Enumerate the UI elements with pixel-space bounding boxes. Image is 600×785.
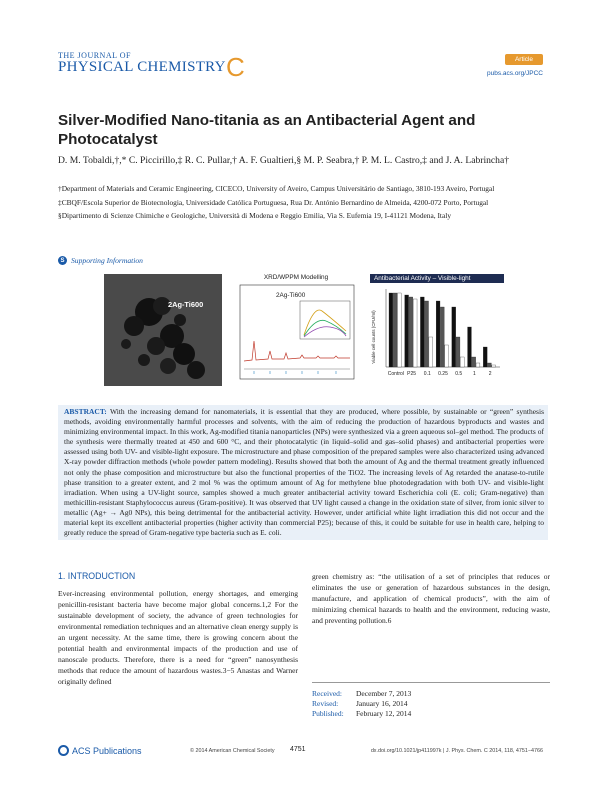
- antibacterial-bar: [460, 357, 464, 367]
- published-date: February 12, 2014: [356, 709, 412, 718]
- affiliation-2: ‡CBQF/Escola Superior de Biotecnologia, Universidade Católica Portuguesa, Rua Dr. António Bernardino de Almeida, 4200-072 Porto, Portugal: [58, 197, 489, 207]
- acs-ring-icon: [58, 745, 69, 756]
- supporting-info-icon: S: [58, 256, 67, 265]
- antibacterial-bar: [492, 365, 496, 367]
- xrd-plot: [234, 281, 358, 383]
- copyright-notice: © 2014 American Chemical Society: [190, 748, 275, 754]
- antibacterial-bar: [425, 301, 429, 367]
- antibacterial-bar: [393, 293, 397, 367]
- affiliations: [58, 184, 548, 225]
- received-key: Received:: [312, 689, 342, 698]
- antibacterial-bar-chart: [370, 283, 504, 383]
- abstract-text: With the increasing demand for nanomaterials, it is essential that they are produced, where possible, by sustainable or “green” synthesis methods, avoiding environmentally harmful processes and solvents, with the aim of reducing the production of hazardous byproducts and wastes and minimizing environmental impact. In this work, Ag-modified titania nanoparticles (NPs) were synthesized via a green aqueous sol–gel method. The products of the synthesis were thermally treated at 450 and 600 °C, and their photocatalytic (in liquid–solid and gas–solid phases) and antibacterial properties were assessed using both UV- and visible-light exposure. The microstructure and phase composition of the prepared samples were also characterized using advanced X-ray powder diffraction methods (whole powder pattern modeling). Results showed that both the amount of Ag and the thermal treatment greatly influenced not only the phase composition and microstructure but also the functional properties of the TiO2. The increasing levels of Ag retarded the anatase-to-rutile phase transition to a greater extent, and 2 mol % was the optimum amount of Ag for methylene blue photodegradation with both UV- and visible-light irradiation. When using a UV-light source, samples showed a much greater antibacterial activity toward Escherichia coli (E. coli; Gram-negative) than methicillin-resistant Staphylococcus aureus (Gram-positive). It was observed that UV light caused a change in the oxidation state of silver, from ionic silver to metallic (Ag+ → Ag0 NPs), this being detrimental for the antibacterial activity. However, under artificial white light irradiation this did not occur and the material kept its excellent antibacterial properties (higher activity than commercial P25); because of this, it could be suitable for use in health care, helping to greatly reduce the spread of Gram-negative type bacteria such as E. coli.: [64, 407, 544, 538]
- antibacterial-bar: [405, 295, 409, 367]
- antibacterial-bar: [397, 293, 401, 367]
- supporting-information-link[interactable]: [58, 256, 143, 265]
- xrd-panel: [234, 274, 358, 386]
- tem-image-panel: [104, 274, 222, 386]
- tem-sample-label: 2Ag-Ti600: [168, 300, 204, 309]
- antibacterial-panel: [370, 274, 504, 386]
- antibacterial-bar: [436, 301, 440, 367]
- journal-logo: [58, 51, 245, 82]
- journal-logo-letter: C: [226, 52, 245, 82]
- antibacterial-category-label: 1: [473, 371, 476, 377]
- antibacterial-category-label: Control: [387, 371, 404, 377]
- author-list: D. M. Tobaldi,†,* C. Piccirillo,‡ R. C. Pullar,† A. F. Gualtieri,§ M. P. Seabra,† P. M. L. Castro,‡ and J. A. Labrincha†: [58, 155, 510, 166]
- antibacterial-bar: [413, 299, 417, 367]
- antibacterial-category-label: P25: [407, 371, 417, 377]
- tem-particles-image: [104, 274, 222, 386]
- antibacterial-bar: [456, 337, 460, 367]
- antibacterial-bar: [468, 327, 472, 367]
- intro-left-column: Ever-increasing environmental pollution, energy shortages, and emerging penicillin-resistant bacteria have become major global concerns.1,2 For the sustainable development of society, the advance of green technologies for environmental remediation techniques and an alternative clean energy supply is an urgent necessity. At the same time, there is growing concern about the potential health and environmental impacts of the production and use of nanoscale products. Therefore, there is a need for “green” nanosynthesis methods that reduce the amount of hazardous wastes.3−5 Anastas and Warner originally defined: [58, 589, 298, 686]
- received-date: December 7, 2013: [356, 689, 412, 698]
- antibacterial-bar: [488, 363, 492, 367]
- antibacterial-bar: [472, 357, 476, 367]
- antibacterial-bar: [483, 347, 487, 367]
- antibacterial-bar: [389, 293, 393, 367]
- antibacterial-bar: [476, 363, 480, 367]
- antibacterial-bar: [420, 297, 424, 367]
- paper-title: Silver-Modified Nano-titania as an Antibacterial Agent and Photocatalyst: [58, 112, 476, 148]
- acs-publications-logo: [58, 745, 142, 756]
- antibacterial-title: Antibacterial Activity – Visible-light: [370, 274, 504, 283]
- revised-date: January 16, 2014: [356, 699, 408, 708]
- published-key: Published:: [312, 709, 344, 718]
- xrd-title: XRD/WPPM Modelling: [263, 274, 329, 281]
- xrd-sample-label: 2Ag-Ti600: [276, 292, 306, 299]
- intro-right-column: green chemistry as: “the utilisation of a set of principles that reduces or eliminates the use or generation of hazardous substances in the design, manufacture, and application of chemical products”, with the aim of minimizing chemical hazards to health and the environment, reducing waste, and preventing pollution.6: [312, 572, 550, 625]
- antibacterial-category-label: 2: [488, 371, 492, 377]
- antibacterial-bar: [429, 337, 433, 367]
- doi-citation: dx.doi.org/10.1021/jp411997k | J. Phys. Chem. C 2014, 118, 4751−4766: [370, 748, 543, 754]
- supporting-info-label: Supporting Information: [71, 256, 143, 265]
- abstract: [64, 407, 544, 538]
- section-heading-introduction: 1. INTRODUCTION: [58, 571, 136, 581]
- antibacterial-bar: [445, 345, 449, 367]
- revised-key: Revised:: [312, 699, 339, 708]
- antibacterial-category-label: 0.5: [455, 371, 463, 377]
- antibacterial-bar: [452, 307, 456, 367]
- page-number: 4751: [290, 746, 306, 753]
- abstract-label: ABSTRACT:: [64, 407, 107, 416]
- affiliation-3: §Dipartimento di Scienze Chimiche e Geologiche, Università di Modena e Reggio Emilia, Via S. Eufemia 19, I-41121 Modena, Italy: [58, 211, 452, 220]
- affiliation-1: †Department of Materials and Ceramic Engineering, CICECO, University of Aveiro, Campus Universitário de Santiago, 3810-193 Aveiro, Portugal: [58, 184, 495, 193]
- article-type-badge: Article: [505, 54, 543, 65]
- antibacterial-category-label: 0.1: [423, 371, 431, 377]
- toc-graphic: [104, 274, 504, 386]
- publisher-name: ACS Publications: [72, 745, 142, 756]
- antibacterial-category-label: 0.25: [438, 371, 448, 377]
- journal-logo-name: PHYSICAL CHEMISTRY: [58, 59, 226, 75]
- journal-logo-the: THE JOURNAL OF: [58, 51, 131, 60]
- antibacterial-y-label: Viable cell counts (CFU/ml): [371, 310, 376, 364]
- antibacterial-bar: [409, 297, 413, 367]
- publication-dates: [312, 682, 550, 719]
- journal-url-link[interactable]: pubs.acs.org/JPCC: [487, 70, 543, 77]
- antibacterial-bar: [440, 307, 444, 367]
